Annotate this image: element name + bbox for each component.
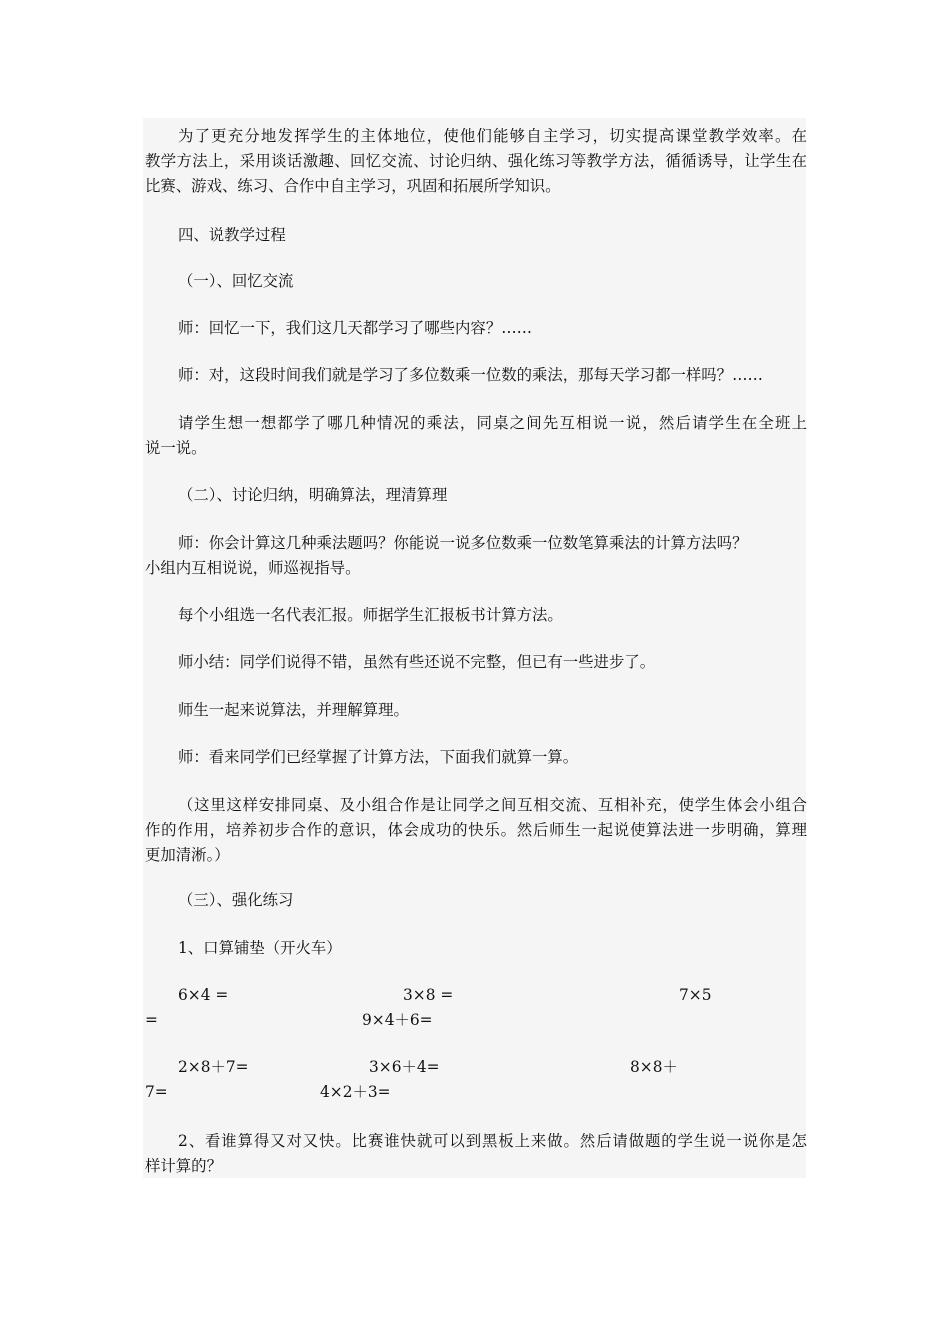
teacher-line-1: 师：回忆一下，我们这几天都学习了哪些内容？…… <box>178 319 532 337</box>
paragraph-note-line-2: 作的作用，培养初步合作的意识，体会成功的快乐。然后师生一起说使算法进一步明确，算理 <box>145 821 807 839</box>
paragraph-item-2-line-2: 样计算的？ <box>145 1157 222 1175</box>
paragraph-teacher-3-line-1: 师：你会计算这几种乘法题吗？你能说一说多位数乘一位数笔算乘法的计算方法吗？ <box>178 534 748 552</box>
report-line: 每个小组选一名代表汇报。师据学生汇报板书计算方法。 <box>178 606 563 624</box>
paragraph-item-2-line-1: 2、看谁算得又对又快。比赛谁快就可以到黑板上来做。然后请做题的学生说一说你是怎 <box>178 1132 807 1150</box>
math-expression: = <box>145 1011 158 1029</box>
math-expression: 9×4＋6= <box>362 1011 433 1029</box>
math-expression: 2×8＋7= <box>178 1058 249 1076</box>
paragraph-teacher-3-line-2: 小组内互相说说，师巡视指导。 <box>145 559 361 577</box>
math-expression: 3×6＋4= <box>369 1058 440 1076</box>
paragraph-note-line-1: （这里这样安排同桌、及小组合作是让同学之间互相交流、互相补充，使学生体会小组合 <box>178 796 807 814</box>
subheading-recall: （一）、回忆交流 <box>178 272 294 290</box>
paragraph-intro-line-1: 为了更充分地发挥学生的主体地位，使他们能够自主学习，切实提高课堂教学效率。在 <box>178 127 807 145</box>
math-expression: 8×8＋ <box>630 1058 678 1076</box>
paragraph-students-line-1: 请学生想一想都学了哪几种情况的乘法，同桌之间先互相说一说，然后请学生在全班上 <box>178 414 807 432</box>
math-expression: 6×4 = <box>178 986 229 1004</box>
paragraph-note-line-3: 更加清淅。） <box>145 846 230 864</box>
math-expression: 3×8 = <box>403 986 454 1004</box>
math-expression: 4×2＋3= <box>320 1083 391 1101</box>
teacher-line-4: 师：看来同学们已经掌握了计算方法，下面我们就算一算。 <box>178 748 579 766</box>
summary-line: 师小结：同学们说得不错，虽然有些还说不完整，但已有一些进步了。 <box>178 653 656 671</box>
math-expression: 7= <box>145 1083 168 1101</box>
paragraph-students-line-2: 说一说。 <box>145 439 207 457</box>
teacher-line-2: 师：对，这段时间我们就是学习了多位数乘一位数的乘法，那每天学习都一样吗？…… <box>178 366 763 384</box>
subheading-discussion: （二）、讨论归纳，明确算法，理清算理 <box>178 486 448 504</box>
section-heading-teaching-process: 四、说教学过程 <box>178 226 286 244</box>
subheading-practice: （三）、强化练习 <box>178 891 294 909</box>
paragraph-intro-line-2: 教学方法上，采用谈话激趣、回忆交流、讨论归纳、强化练习等教学方法，循循诱导，让学生在 <box>145 152 807 170</box>
paragraph-intro-line-3: 比赛、游戏、练习、合作中自主学习，巩固和拓展所学知识。 <box>145 177 561 195</box>
item-1-oral-calculation: 1、口算铺垫（开火车） <box>178 939 342 957</box>
math-expression: 7×5 <box>679 986 712 1004</box>
together-line: 师生一起来说算法，并理解算理。 <box>178 701 409 719</box>
